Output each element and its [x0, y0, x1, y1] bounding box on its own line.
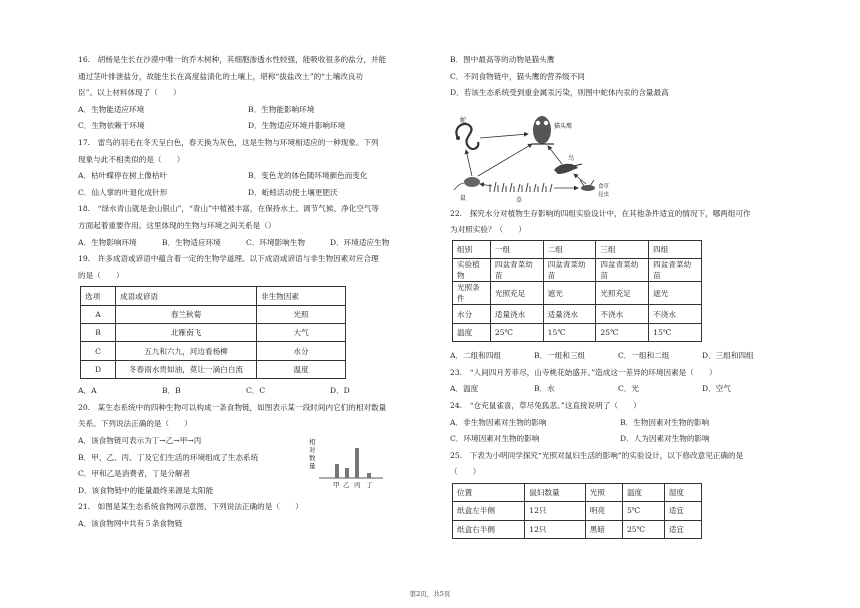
question-18: 18. “绿水青山就是金山银山”，“青山”中植被丰富，在保持水土、调节气候、净化空气等 方面起着重要作用。这里体现的生物与环境之间关系是（）: [78, 204, 379, 230]
option: C．环境因素对生物的影响: [450, 434, 540, 444]
table-row: B 北雁南飞 大气: [81, 324, 346, 342]
option: C．不同食物链中，猫头鹰的营养级不同: [450, 71, 585, 81]
insect-icon: [580, 180, 595, 191]
bird-icon: [554, 164, 582, 174]
tick-label-jia: 甲: [333, 481, 340, 489]
table-header: 成语或谚语: [116, 287, 257, 305]
option: B．图中最高等的动物是猫头鹰: [450, 55, 555, 64]
mouse-icon: [454, 177, 480, 190]
table-row: A 春兰秋菊 光照: [81, 305, 346, 323]
table-header: 选项: [81, 287, 116, 305]
question-25: 25. 下表为小明同学探究“光照对鼠妇生活的影响”的实验设计，以下修改意见正确的是 （ ）: [450, 450, 744, 477]
option: B．生物能影响环境: [248, 104, 315, 114]
tick-label-yi: 乙: [343, 481, 350, 489]
option: D．若该生态系统受到重金属汞污染，则图中蛇体内汞的含量最高: [450, 88, 669, 98]
question-19-options: [78, 383, 438, 400]
option: D．三组和四组: [702, 351, 754, 361]
question-21: 21. 如图是某生态系统食物网示意图，下列说法正确的是（ ）: [78, 502, 303, 512]
label-insect-2: 昆虫: [598, 192, 610, 198]
option: C．生物依赖于环境: [78, 121, 145, 131]
option: B．一组和三组: [534, 351, 586, 361]
question-17: 17. 雷鸟的羽毛在冬天呈白色，春天换为灰色，这是生物与环境相适应的一种现象。下列 现象与此不相类似的是（ ）: [78, 137, 379, 164]
option: D．空气: [702, 384, 731, 394]
option: A．A: [78, 386, 97, 396]
table-row: D 冬春雨水贵如油，莫让一滴白白流 温度: [81, 360, 346, 378]
option: A．该食物链可表示为丁→乙→甲→丙: [78, 436, 202, 446]
tick-label-ding: 丁: [366, 481, 373, 489]
chart-ylabel-1: 相: [309, 438, 316, 446]
option: A．温度: [450, 384, 479, 394]
chart-ylabel-3: 数: [309, 454, 316, 462]
label-owl: 猫头鹰: [554, 123, 573, 130]
bar-bing: [355, 448, 359, 478]
option: A．枯叶蝶停在树上像枯叶: [78, 171, 168, 181]
option: D．D: [330, 386, 350, 396]
arrow-snake-owl: [480, 134, 528, 138]
question-22-options: [450, 348, 810, 365]
tick-label-bing: 丙: [354, 481, 361, 489]
table-row: 光照条件 光照充足 遮光 光照充足 遮光: [453, 282, 702, 305]
label-snake: 蛇: [460, 116, 467, 124]
table-row: 组别 一组 二组 三组 四组: [453, 240, 702, 258]
snake-icon: [456, 124, 478, 149]
label-mouse: 鼠: [460, 195, 467, 202]
page-footer: 第2页，共5页: [409, 590, 451, 598]
option: A．非生物因素对生物的影响: [450, 417, 547, 427]
question-16: 16. 胡杨是生长在沙漠中唯一的乔木树种，其细胞渗透水性较强，能吸收很多的盐分，并能 通过茎叶排泄盐分，故能生长在高度盐渍化的土壤上，堪称“拔盐改土”的“土壤改良功 臣”。以上材料体现了（ ）: [78, 55, 387, 98]
question-24-options: [450, 415, 810, 448]
bar-ding: [367, 473, 371, 478]
option: A．生物影响环境: [78, 237, 137, 247]
food-web-diagram: [450, 108, 690, 206]
option: B．B: [162, 386, 181, 396]
table-row: C 五九和六九，河边看杨柳 水分: [81, 342, 346, 360]
option: C．一组和二组: [618, 351, 670, 361]
option: D．人为因素对生物的影响: [620, 434, 710, 444]
question-19: 19. 许多成语或谚语中蕴含着一定的生物学道理。以下成语或谚语与非生物因素对应合理 的是（ ）: [78, 254, 379, 280]
chart-ylabel-4: 量: [309, 462, 316, 470]
chart-ylabel-2: 对: [309, 446, 316, 454]
option: D．生物适应环境并影响环境: [248, 121, 346, 131]
table-row: 水分 适量浇水 适量浇水 不浇水 不浇水: [453, 305, 702, 323]
question-21-options: [450, 52, 810, 102]
option: D．环境适应生物: [330, 237, 390, 247]
question-23: 23. “人间四月芳菲尽，山寺桃花始盛开。”造成这一差异的环境因素是（ ）: [450, 367, 717, 377]
question-25-table: [452, 483, 702, 539]
question-20-bar-chart: [305, 436, 385, 490]
label-bird: 鸟: [568, 155, 575, 162]
question-20: 20. 某生态系统中的四种生物可以构成一条食物链，如图表示某一段时间内它们的相对数量 关系。下列说法正确的是（ ）: [78, 402, 387, 429]
option: A．生物能适应环境: [78, 104, 145, 114]
owl-icon: [532, 116, 554, 144]
question-18-options: [78, 235, 438, 252]
grass-icon: [490, 182, 552, 192]
question-17-options: [78, 168, 438, 201]
arrow-mouse-owl: [478, 144, 532, 176]
option: B．生物因素对生物的影响: [620, 417, 710, 427]
question-22-table: [452, 240, 702, 342]
arrow-bird-owl: [548, 146, 562, 164]
option: C．环境影响生物: [246, 237, 305, 247]
option: C．仙人掌的叶退化成针形: [78, 187, 168, 197]
table-header: 非生物因素: [257, 287, 346, 305]
option: A．二组和四组: [450, 351, 502, 361]
table-row: 温度 25℃ 15℃ 25℃ 15℃: [453, 323, 702, 341]
question-23-options: [450, 381, 810, 398]
option: D．蚯蚓活动使土壤更肥沃: [248, 187, 338, 197]
option: A．该食物网中共有５条食物链: [78, 519, 183, 529]
label-grass: 草: [516, 197, 523, 204]
table-row: 实验植物 四盆青菜幼苗 四盆青菜幼苗 四盆青菜幼苗 四盆青菜幼苗: [453, 259, 702, 282]
bar-yi: [345, 468, 349, 478]
arrow-insect-bird: [574, 174, 586, 184]
table-header-row: [81, 287, 346, 305]
bar-jia: [335, 464, 339, 478]
option: B．水: [534, 384, 555, 394]
table-row: 纸盒右半侧 12只 黑暗 25℃ 适宜: [453, 520, 702, 538]
table-row: 位置 鼠妇数量 光照 温度 湿度: [453, 483, 702, 501]
option: C．C: [246, 386, 266, 396]
question-19-table: [80, 286, 346, 379]
arrow-mouse-snake: [466, 150, 472, 176]
option: C．光: [618, 384, 639, 394]
option: B．变色龙的体色随环境颜色而变化: [248, 171, 368, 181]
option: D．该食物链中的能量最终来源是太阳能: [78, 485, 214, 495]
label-insect: 食草: [598, 184, 610, 190]
option: C．甲和乙是消费者，丁是分解者: [78, 469, 191, 479]
question-16-options: [78, 102, 438, 135]
table-row: 纸盒左半侧 12只 明亮 5℃ 适宜: [453, 502, 702, 520]
option: B．甲、乙、丙、丁及它们生活的环境组成了生态系统: [78, 452, 259, 462]
question-22: 22. 探究水分对植物生存影响的四组实验设计中，在其他条件适宜的情况下，哪两组可作 为对照实验？（ ）: [450, 208, 751, 235]
question-24: 24. “仓充鼠雀喜，草尽兔狐悲。”这直接说明了（ ）: [450, 400, 641, 410]
option: B．生物适应环境: [162, 237, 221, 247]
